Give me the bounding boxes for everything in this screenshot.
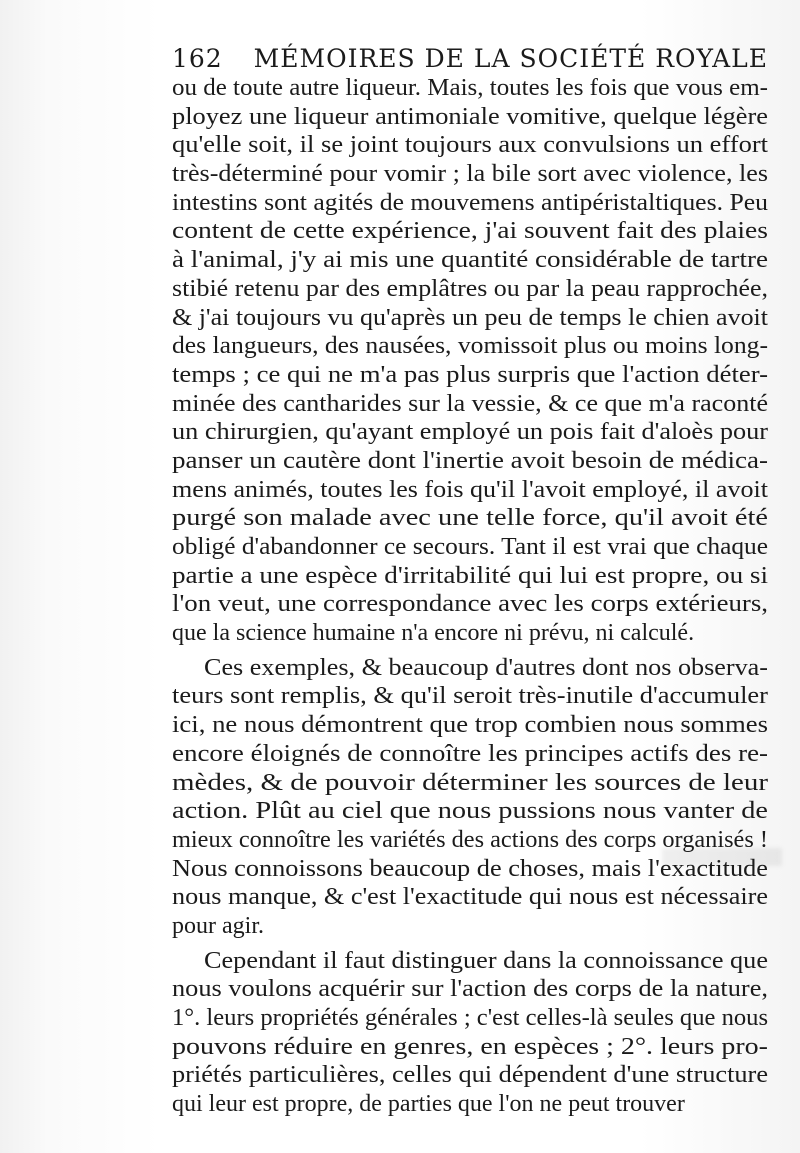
text-line <box>172 418 768 447</box>
text-line-content: purgé son malade avec une telle force, qu'il avoit été <box>172 505 768 532</box>
text-line <box>172 390 768 419</box>
page-number: 162 <box>172 44 223 73</box>
text-line-content: temps ; ce qui ne m'a pas plus surpris que l'action déter- <box>172 361 769 388</box>
text-line-content: un chirurgien, qu'ayant employé un pois fait d'aloès pour <box>172 419 769 446</box>
page-body <box>172 74 768 1119</box>
running-title: MÉMOIRES DE LA SOCIÉTÉ ROYALE <box>253 44 769 73</box>
running-header <box>172 44 769 73</box>
text-line <box>172 947 768 976</box>
text-line-content: l'on veut, une correspondance avec les corps extérieurs, <box>172 591 769 618</box>
text-line <box>172 217 768 246</box>
text-line-content: pour agir. <box>172 912 264 939</box>
text-line-content: qui leur est propre, de parties que l'on ne peut trouver <box>172 1091 685 1118</box>
text-line-content: très-déterminé pour vomir ; la bile sort avec violence, les <box>172 161 769 188</box>
text-line <box>172 590 768 619</box>
text-line-content: minée des cantharides sur la vessie, & ce que m'a raconté <box>172 390 768 417</box>
text-line <box>172 504 768 533</box>
text-line-content: mens animés, toutes les fois qu'il l'avoit employé, il avoit <box>172 476 768 503</box>
text-line-content: Ces exemples, & beaucoup d'autres dont nos observa- <box>204 654 769 681</box>
text-line <box>172 654 768 683</box>
text-line <box>172 103 768 132</box>
text-line <box>172 562 768 591</box>
text-line <box>172 855 768 884</box>
text-line-content: Nous connoissons beaucoup de choses, mais l'exactitude <box>172 855 768 882</box>
text-line-content: ici, ne nous démontrent que trop combien nous sommes <box>172 712 769 739</box>
text-line-content: stibié retenu par des emplâtres ou par la peau rapprochée, <box>172 275 769 302</box>
text-line-content: qu'elle soit, il se joint toujours aux convulsions un effort <box>172 132 769 159</box>
text-line <box>172 476 768 505</box>
text-line <box>172 361 768 390</box>
paragraph <box>172 947 768 1119</box>
text-line-content: & j'ai toujours vu qu'après un peu de temps le chien avoit <box>172 304 769 331</box>
text-line <box>172 275 768 304</box>
text-line-content: intestins sont agités de mouvemens antipéristaltiques. Peu <box>172 189 769 216</box>
text-line <box>172 1090 768 1119</box>
text-line-content: Cependant il faut distinguer dans la connoissance que <box>204 947 768 974</box>
text-line <box>172 797 768 826</box>
text-line-content: 1°. leurs propriétés générales ; c'est celles-là seules que nous <box>172 1005 769 1031</box>
text-line <box>172 975 768 1004</box>
text-line-content: des langueurs, des nausées, vomissoit plus ou moins long- <box>172 333 768 360</box>
text-line-content: content de cette expérience, j'ai souvent fait des plaies <box>172 218 769 245</box>
text-line <box>172 682 768 711</box>
text-line-content: partie a une espèce d'irritabilité qui lui est propre, ou si <box>172 562 769 589</box>
text-line-content: ou de toute autre liqueur. Mais, toutes les fois que vous em- <box>172 75 768 101</box>
text-line-content: encore éloignés de connoître les principes actifs des re- <box>172 740 769 767</box>
text-line <box>172 160 768 189</box>
text-line <box>172 533 768 562</box>
text-line <box>172 332 768 361</box>
text-line <box>172 131 768 160</box>
text-line <box>172 246 768 275</box>
text-line-content: nous manque, & c'est l'exactitude qui nous est nécessaire <box>172 884 769 911</box>
text-line-content: mèdes, & de pouvoir déterminer les sources de leur <box>172 769 769 796</box>
text-line <box>172 912 768 941</box>
text-line-content: mieux connoître les variétés des actions des corps organisés ! <box>172 826 769 853</box>
text-line-content: obligé d'abandonner ce secours. Tant il est vrai que chaque <box>172 534 769 560</box>
text-line <box>172 1061 768 1090</box>
text-line <box>172 619 768 648</box>
paragraph <box>172 654 768 941</box>
text-line-content: priétés particulières, celles qui dépendent d'une structure <box>172 1062 769 1089</box>
text-line-content: que la science humaine n'a encore ni prévu, ni calculé. <box>172 620 695 647</box>
text-line-content: action. Plût au ciel que nous pussions nous vanter de <box>172 798 769 825</box>
text-line <box>172 826 768 855</box>
text-line <box>172 1033 768 1062</box>
text-line <box>172 447 768 476</box>
text-line <box>172 740 768 769</box>
text-line <box>172 1004 768 1033</box>
text-line-content: teurs sont remplis, & qu'il seroit très-inutile d'accumuler <box>172 683 768 710</box>
paragraph <box>172 74 768 648</box>
text-line <box>172 74 768 103</box>
text-line-content: nous voulons acquérir sur l'action des corps de la nature, <box>172 976 768 1003</box>
text-line <box>172 769 768 798</box>
text-line-content: pouvons réduire en genres, en espèces ; 2°. leurs pro- <box>172 1033 768 1060</box>
text-line-content: ployez une liqueur antimoniale vomitive, quelque légère <box>172 103 769 130</box>
text-line <box>172 883 768 912</box>
text-line <box>172 189 768 218</box>
text-line-content: panser un cautère dont l'inertie avoit besoin de médica- <box>172 447 769 474</box>
text-line <box>172 304 768 333</box>
text-line-content: à l'animal, j'y ai mis une quantité considérable de tartre <box>172 247 769 274</box>
text-line <box>172 711 768 740</box>
